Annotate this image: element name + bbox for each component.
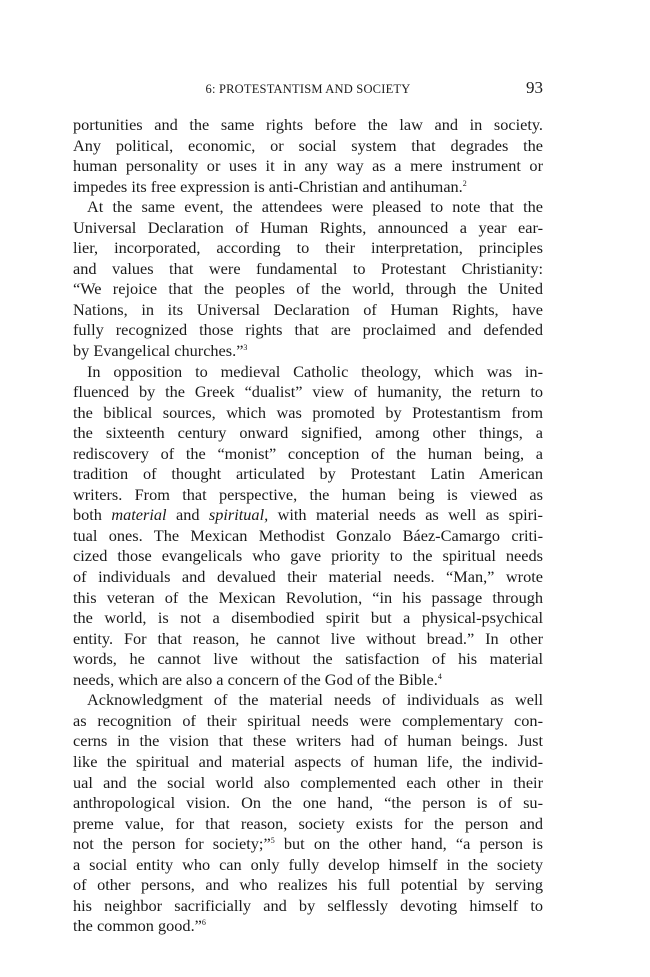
text-line: not the person for society;”$^5$ but on the other hand, “a person is [73, 834, 544, 854]
footnote-ref: 3 [243, 343, 248, 353]
paragraph-3 [73, 362, 543, 691]
text-line: cerns in the vision that these writers had of human beings. Just [73, 731, 543, 751]
text-line: portunities and the same rights before the law and in society. [73, 115, 543, 134]
text-line: of other persons, and who realizes his full potential by serving [73, 875, 543, 895]
text-line: words, he cannot live without the satisfaction of his material [73, 649, 543, 669]
text-line: tradition of thought articulated by Protestant Latin American [73, 464, 543, 484]
text-line: lier, incorporated, according to their interpretation, principles [73, 238, 543, 258]
text-line: the sixteenth century onward signified, among other things, a [73, 423, 543, 443]
text-line: the world, is not a disembodied spirit but a physical-psychical [73, 608, 543, 628]
body-text [73, 115, 543, 937]
text-line: a social entity who can only fully develop himself in the society [73, 854, 543, 874]
text-line: needs, which are also a concern of the God of the Bible.$^4$ [73, 669, 442, 689]
text-line: fully recognized those rights that are proclaimed and defended [73, 320, 543, 340]
text-line: Nations, in its Universal Declaration of Human Rights, have [73, 299, 543, 319]
text-line: impedes its free expression is anti-Christian and antihuman.$^2$ [73, 176, 467, 196]
text-line: fluenced by the Greek “dualist” view of humanity, the return to [73, 382, 543, 402]
text-line: his neighbor sacrificially and by selflessly devoting himself to [73, 895, 543, 915]
text-line: as recognition of their spiritual needs were complementary con- [73, 710, 543, 730]
text-line: ual and the social world also complemented each other in their [73, 772, 543, 792]
text-line: the common good.”$^6$ [73, 916, 206, 936]
text-line: writers. From that perspective, the human being is viewed as [73, 484, 543, 504]
paragraph-2 [73, 197, 543, 361]
emphasis: spiritual, [208, 505, 269, 525]
footnote-ref: 4 [437, 671, 442, 681]
text-line: Universal Declaration of Human Rights, announced a year ear- [73, 217, 543, 237]
footnote-ref: 5 [270, 836, 275, 846]
footnote-ref: 2 [462, 178, 467, 188]
text-line: human personality or uses it in any way as a mere instrument or [73, 156, 543, 176]
text-line: “We rejoice that the peoples of the world, through the United [73, 279, 543, 299]
text-line: In opposition to medieval Catholic theology, which was in- [87, 361, 543, 381]
text-line: the biblical sources, which was promoted by Protestantism from [73, 402, 543, 422]
emphasis: material [111, 505, 167, 525]
footnote-ref: 6 [201, 918, 206, 928]
text-line: cized those evangelicals who gave priority to the spiritual needs [73, 546, 543, 566]
text-line: like the spiritual and material aspects of human life, the individ- [73, 751, 543, 771]
text-line: preme value, for that reason, society exists for the person and [73, 813, 543, 833]
text-line: At the same event, the attendees were pleased to note that the [87, 197, 543, 217]
chapter-title: 6: PROTESTANTISM AND SOCIETY [205, 82, 411, 96]
text-line: both material and spiritual, with material needs as well as spiri- [73, 505, 543, 525]
text-line: this veteran of the Mexican Revolution, “in his passage through [73, 587, 543, 607]
text-line: tual ones. The Mexican Methodist Gonzalo Báez-Camargo criti- [73, 525, 543, 545]
text-line: rediscovery of the “monist” conception of the human being, a [73, 443, 543, 463]
text-line: by Evangelical churches.”$^3$ [73, 341, 248, 361]
text-line: Acknowledgment of the material needs of individuals as well [87, 690, 543, 710]
text-line: anthropological vision. On the one hand, “the person is of su- [73, 793, 543, 813]
paragraph-4 [73, 690, 543, 937]
text-line: Any political, economic, or social system that degrades the [73, 135, 543, 155]
page-number: 93 [526, 78, 543, 97]
running-head [73, 78, 543, 100]
text-line: entity. For that reason, he cannot live without bread.” In other [73, 628, 543, 648]
text-line: of individuals and devalued their material needs. “Man,” wrote [73, 567, 543, 587]
paragraph-1 [73, 115, 543, 197]
text-line: and values that were fundamental to Protestant Christianity: [73, 258, 543, 278]
